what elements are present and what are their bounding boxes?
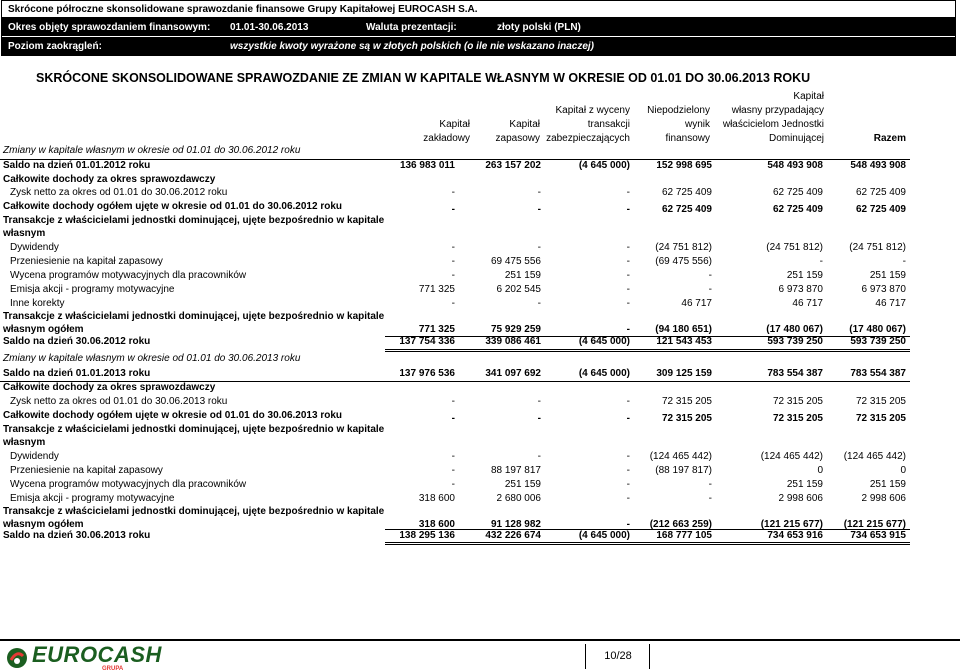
row-value: 2 998 606	[778, 493, 823, 504]
row-value: 62 725 409	[855, 187, 906, 198]
row-value: 251 159	[869, 270, 906, 281]
row-value: -	[451, 396, 455, 407]
row-label: Całkowite dochody za okres sprawozdawczy	[3, 382, 216, 393]
table-row	[0, 493, 960, 507]
row-label: Zysk netto za okres od 01.01 do 30.06.2013 roku	[10, 396, 228, 407]
row-value: (94 180 651)	[655, 324, 712, 335]
row-value: (24 751 812)	[655, 242, 712, 253]
row-value: (121 215 677)	[843, 519, 906, 530]
divider	[0, 381, 910, 382]
row-value: -	[537, 242, 541, 253]
row-value: -	[626, 465, 630, 476]
logo-mark-icon	[6, 647, 28, 669]
row-label: Całkowite dochody ogółem ujęte w okresie od 01.01 do 30.06.2012 roku	[3, 201, 343, 212]
row-value: -	[451, 451, 455, 462]
table-row	[0, 270, 960, 284]
page-number: 10/28	[604, 650, 632, 662]
row-value: 6 973 870	[778, 284, 823, 295]
row-label: Całkowite dochody za okres sprawozdawczy	[3, 174, 216, 185]
row-value: -	[451, 187, 455, 198]
row-value: -	[537, 413, 541, 424]
row-value: (4 645 000)	[578, 530, 630, 541]
row-value: 72 315 205	[661, 413, 712, 424]
row-value: 137 976 536	[399, 368, 455, 379]
table-row	[0, 336, 960, 350]
report-title: SKRÓCONE SKONSOLIDOWANE SPRAWOZDANIE ZE ZMIAN W KAPITALE WŁASNYM W OKRESIE OD 01.01 DO 30.06.2013 ROKU	[36, 71, 811, 85]
row-value: 251 159	[869, 479, 906, 490]
row-value: 0	[900, 465, 906, 476]
row-value: 548 493 908	[850, 160, 906, 171]
row-value: 72 315 205	[855, 413, 906, 424]
row-value: (24 751 812)	[849, 242, 906, 253]
period-label: Okres objęty sprawozdaniem finansowym:	[8, 21, 211, 33]
row-value: -	[537, 298, 541, 309]
table-row	[0, 479, 960, 493]
footer-divider	[0, 639, 960, 641]
row-value: 62 725 409	[772, 204, 823, 215]
row-value: -	[626, 413, 630, 424]
row-value: 593 739 250	[850, 336, 906, 347]
row-value: -	[537, 204, 541, 215]
col-header-share-capital: Kapitał zakładowy	[423, 119, 470, 144]
row-value: -	[537, 451, 541, 462]
row-value: -	[626, 204, 630, 215]
logo-sub: GRUPA	[102, 666, 124, 672]
row-value: 62 725 409	[772, 187, 823, 198]
table-row	[0, 215, 960, 239]
currency-value: złoty polski (PLN)	[497, 21, 581, 33]
row-value: 251 159	[504, 479, 541, 490]
row-label: Transakcje z właścicielami jednostki dominującej, ujęte bezpośrednio w kapitale	[3, 506, 385, 517]
row-value: 91 128 982	[490, 519, 541, 530]
row-label: Saldo na dzień 30.06.2013 roku	[3, 530, 151, 541]
row-label: Wycena programów motywacyjnych dla pracowników	[10, 479, 247, 490]
row-value: -	[626, 519, 630, 530]
table-row	[0, 242, 960, 256]
row-value: (124 465 442)	[843, 451, 906, 462]
row-value: 6 202 545	[496, 284, 541, 295]
rounding-row	[2, 37, 955, 55]
row-value: 72 315 205	[772, 413, 823, 424]
row-value: -	[451, 270, 455, 281]
row-value: (69 475 556)	[655, 256, 712, 267]
row-value: 62 725 409	[661, 204, 712, 215]
table-row	[0, 396, 960, 410]
row-value: -	[451, 413, 455, 424]
row-value: 46 717	[792, 298, 823, 309]
row-value: 318 600	[418, 519, 455, 530]
divider	[385, 349, 910, 350]
row-value: -	[708, 284, 712, 295]
row-label-cont: własnym	[3, 437, 46, 448]
table-row	[0, 284, 960, 298]
row-value: -	[902, 256, 906, 267]
divider	[385, 351, 910, 352]
table-row	[0, 410, 960, 424]
rounding-value: wszystkie kwoty wyrażone są w złotych polskich (o ile nie wskazano inaczej)	[230, 40, 595, 52]
row-value: -	[626, 187, 630, 198]
row-value: (24 751 812)	[766, 242, 823, 253]
row-value: 432 226 674	[485, 530, 541, 541]
row-value: 771 325	[418, 324, 455, 335]
table-row	[0, 187, 960, 201]
row-value: 548 493 908	[767, 160, 823, 171]
table-row	[0, 424, 960, 448]
divider	[385, 542, 910, 543]
row-value: 0	[817, 465, 823, 476]
row-value: -	[451, 242, 455, 253]
row-value: -	[451, 479, 455, 490]
row-value: 783 554 387	[850, 368, 906, 379]
row-value: 72 315 205	[855, 396, 906, 407]
row-value: -	[626, 493, 630, 504]
row-label: Dywidendy	[10, 451, 59, 462]
table-row	[0, 506, 960, 530]
row-value: 75 929 259	[490, 324, 541, 335]
row-value: -	[626, 242, 630, 253]
row-value: 72 315 205	[772, 396, 823, 407]
currency-label: Waluta prezentacji:	[366, 21, 457, 33]
row-value: 46 717	[681, 298, 712, 309]
row-value: (124 465 442)	[760, 451, 823, 462]
logo-text: EUROCASH	[32, 642, 162, 667]
row-value: 121 543 453	[656, 336, 712, 347]
row-value: -	[451, 256, 455, 267]
row-value: -	[537, 396, 541, 407]
row-value: -	[626, 451, 630, 462]
row-value: (4 645 000)	[578, 368, 630, 379]
row-value: 251 159	[786, 270, 823, 281]
row-value: 168 777 105	[656, 530, 712, 541]
row-label-cont: własnym	[3, 228, 46, 239]
period-row	[2, 18, 955, 37]
divider	[385, 544, 910, 545]
row-value: -	[626, 396, 630, 407]
divider	[385, 336, 910, 337]
row-label: Wycena programów motywacyjnych dla pracowników	[10, 270, 247, 281]
row-value: 137 754 336	[399, 336, 455, 347]
row-value: -	[451, 465, 455, 476]
row-value: 88 197 817	[490, 465, 541, 476]
row-value: 783 554 387	[767, 368, 823, 379]
row-label: Dywidendy	[10, 242, 59, 253]
col-header-hedge-capital: Kapitał z wyceny transakcji zabezpieczających	[546, 105, 630, 144]
row-value: 2 998 606	[861, 493, 906, 504]
col-header-retained-earnings: Niepodzielony wynik finansowy	[647, 105, 710, 144]
row-value: -	[819, 256, 823, 267]
row-label-cont: własnym ogółem	[3, 324, 84, 335]
row-label: Inne korekty	[10, 298, 65, 309]
row-value: 2 680 006	[496, 493, 541, 504]
divider	[385, 529, 910, 530]
table-row	[0, 368, 960, 382]
row-value: 734 653 915	[850, 530, 906, 541]
document-header	[1, 0, 956, 56]
doc-title: Skrócone półroczne skonsolidowane sprawozdanie finansowe Grupy Kapitałowej EUROCASH S.A.	[2, 1, 955, 18]
row-value: 69 475 556	[490, 256, 541, 267]
row-value: -	[626, 270, 630, 281]
row-value: 6 973 870	[861, 284, 906, 295]
row-value: 251 159	[786, 479, 823, 490]
row-value: 62 725 409	[855, 204, 906, 215]
row-value: (124 465 442)	[649, 451, 712, 462]
row-label-cont: własnym ogółem	[3, 519, 84, 530]
row-value: -	[708, 479, 712, 490]
row-value: 62 725 409	[661, 187, 712, 198]
row-label: Emisja akcji - programy motywacyjne	[10, 493, 175, 504]
row-label: Emisja akcji - programy motywacyjne	[10, 284, 175, 295]
row-value: 263 157 202	[485, 160, 541, 171]
table-row	[0, 256, 960, 270]
row-value: 46 717	[875, 298, 906, 309]
divider	[0, 159, 910, 160]
row-value: 136 983 011	[399, 160, 455, 171]
row-value: -	[626, 256, 630, 267]
row-value: -	[626, 298, 630, 309]
row-value: 138 295 136	[399, 530, 455, 541]
row-value: -	[626, 324, 630, 335]
table-row	[0, 465, 960, 479]
row-label: Saldo na dzień 01.01.2013 roku	[3, 368, 151, 379]
table-row	[0, 311, 960, 335]
row-value: -	[626, 284, 630, 295]
row-value: 251 159	[504, 270, 541, 281]
row-label: Transakcje z właścicielami jednostki dominującej, ujęte bezpośrednio w kapitale	[3, 311, 385, 322]
table-row	[0, 451, 960, 465]
row-value: -	[708, 270, 712, 281]
row-value: 152 998 695	[656, 160, 712, 171]
row-value: (17 480 067)	[766, 324, 823, 335]
row-value: 771 325	[418, 284, 455, 295]
eurocash-logo	[6, 644, 162, 672]
row-value: 309 125 159	[656, 368, 712, 379]
row-label: Przeniesienie na kapitał zapasowy	[10, 465, 163, 476]
table-row	[0, 201, 960, 215]
row-value: 341 097 692	[485, 368, 541, 379]
row-value: (17 480 067)	[849, 324, 906, 335]
row-value: (4 645 000)	[578, 160, 630, 171]
row-label: Przeniesienie na kapitał zapasowy	[10, 256, 163, 267]
row-label: Transakcje z właścicielami jednostki dominującej, ujęte bezpośrednio w kapitale	[3, 215, 385, 226]
row-value: 734 653 916	[767, 530, 823, 541]
row-value: 593 739 250	[767, 336, 823, 347]
row-label: Transakcje z właścicielami jednostki dominującej, ujęte bezpośrednio w kapitale	[3, 424, 385, 435]
row-value: -	[626, 479, 630, 490]
col-header-parent-equity: Kapitał własny przypadający właścicielom Jednostki Dominującej	[722, 91, 824, 144]
row-value: (121 215 677)	[760, 519, 823, 530]
section-heading-2012: Zmiany w kapitale własnym w okresie od 01.01 do 30.06.2012 roku	[3, 145, 301, 156]
row-value: -	[451, 298, 455, 309]
table-row	[0, 298, 960, 312]
row-value: 339 086 461	[485, 336, 541, 347]
row-label: Zysk netto za okres od 01.01 do 30.06.2012 roku	[10, 187, 228, 198]
col-header-reserve-capital: Kapitał zapasowy	[495, 119, 540, 144]
row-value: -	[451, 204, 455, 215]
row-value: -	[708, 493, 712, 504]
row-label: Saldo na dzień 01.01.2012 roku	[3, 160, 151, 171]
table-row	[0, 382, 960, 396]
period-value: 01.01-30.06.2013	[230, 21, 309, 33]
table-row	[0, 174, 960, 188]
rounding-label: Poziom zaokrągleń:	[8, 40, 102, 52]
row-value: (4 645 000)	[578, 336, 630, 347]
col-header-total: Razem	[873, 133, 906, 144]
row-value: 318 600	[418, 493, 455, 504]
row-value: -	[537, 187, 541, 198]
row-value: 72 315 205	[661, 396, 712, 407]
row-value: (88 197 817)	[655, 465, 712, 476]
row-value: (212 663 259)	[649, 519, 712, 530]
row-label: Saldo na dzień 30.06.2012 roku	[3, 336, 151, 347]
table-row	[0, 160, 960, 174]
section-heading-2013: Zmiany w kapitale własnym w okresie od 01.01 do 30.06.2013 roku	[3, 353, 301, 364]
row-label: Całkowite dochody ogółem ujęte w okresie od 01.01 do 30.06.2013 roku	[3, 410, 343, 421]
